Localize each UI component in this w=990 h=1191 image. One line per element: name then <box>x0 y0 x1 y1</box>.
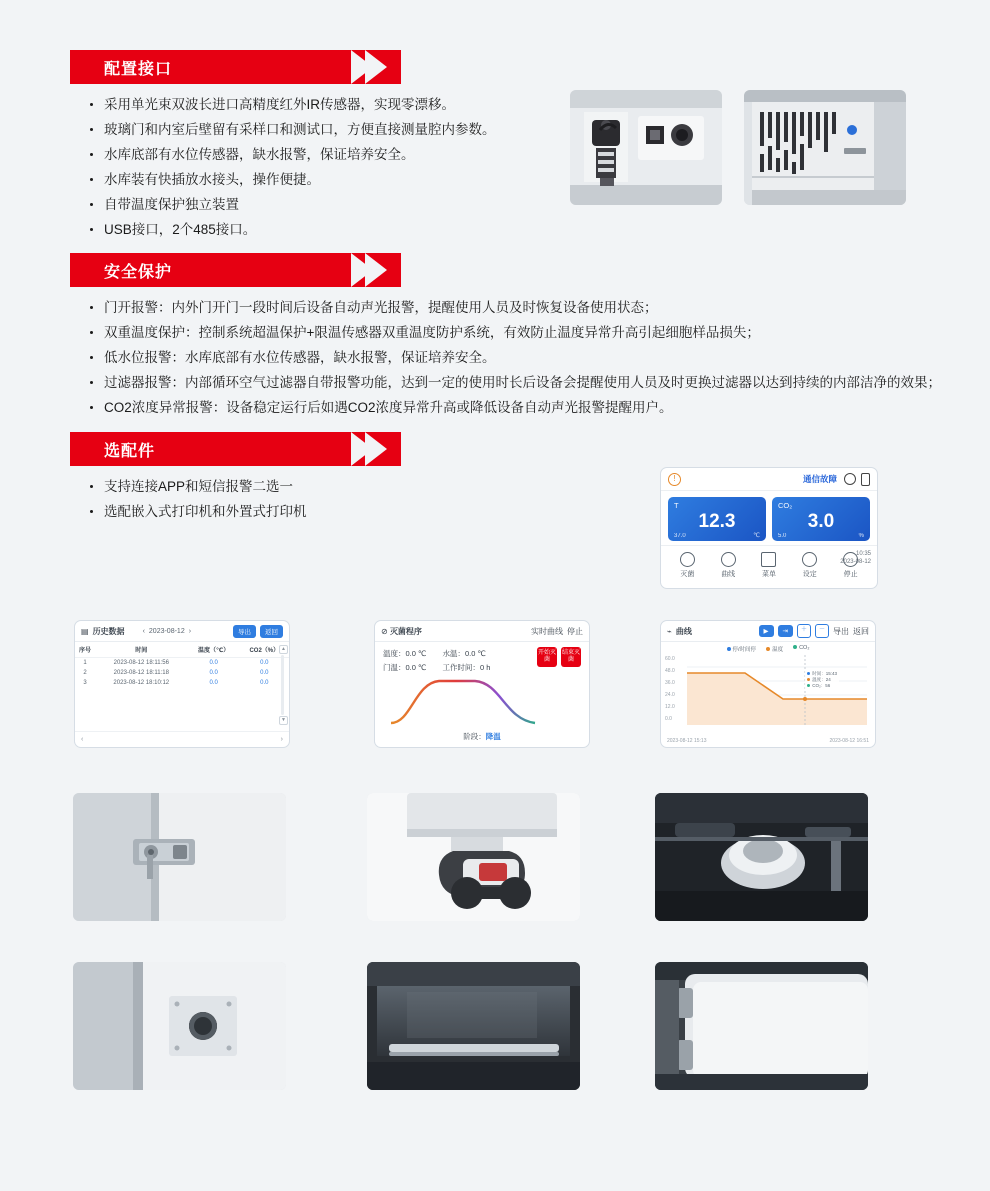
nav-settings[interactable] <box>802 552 817 579</box>
curve-screen[interactable] <box>660 620 876 748</box>
sterilize-icon: ⊘ <box>381 626 388 636</box>
curve-tooltip <box>805 669 839 691</box>
cell-time: 2023-08-12 18:10:12 <box>113 680 170 686</box>
start-sterilize-button[interactable]: 开始灭菌 <box>537 647 557 667</box>
co2-setpoint: 5.0 <box>778 533 787 539</box>
list-item: 玻璃门和内室后壁留有采样口和测试口，方便直接测量腔内参数。 <box>88 117 496 142</box>
history-icon: ▤ <box>81 626 89 636</box>
clock-date: 2023-08-12 <box>840 559 871 565</box>
list-item: 支持连接APP和短信报警二选一 <box>88 474 307 499</box>
list-item: 自带温度保护独立装置 <box>88 192 496 217</box>
column-index: 序号 <box>75 642 95 658</box>
play-button[interactable]: ▶ <box>759 625 774 637</box>
back-button[interactable]: 返回 <box>260 625 283 638</box>
table-row[interactable] <box>75 678 289 688</box>
temperature-setpoint: 37.0 <box>674 533 686 539</box>
photo-caster <box>367 793 580 921</box>
list-item: 采用单光束双波长进口高精度红外IR传感器，实现零漂移。 <box>88 92 496 117</box>
sterilize-title: 灭菌程序 <box>389 626 422 636</box>
settings-icon <box>802 552 817 567</box>
photo-internal-fan <box>655 793 868 921</box>
config-interface-list <box>88 92 496 242</box>
optional-parts-list <box>88 474 307 524</box>
photo-sensor-port <box>570 90 722 205</box>
cell-co2: 0.0 <box>260 680 269 686</box>
cell-time: 2023-08-12 18:11:18 <box>113 670 169 676</box>
sterilize-buttons[interactable] <box>531 626 583 637</box>
door-icon[interactable] <box>861 473 870 486</box>
table-row[interactable] <box>75 658 289 669</box>
nav-curve[interactable] <box>721 552 736 579</box>
cell-temperature: 0.0 <box>209 680 218 686</box>
curve-legend <box>661 645 875 653</box>
y-tick: 0.0 <box>665 716 672 722</box>
scroll-up-button[interactable]: ▲ <box>279 645 288 654</box>
list-item: 双重温度保护：控制系统超温保护+限温传感器双重温度防护系统，有效防止温度异常升高引起细胞样品损失； <box>88 320 941 345</box>
control-panel-topbar <box>661 468 877 491</box>
curve-icon: ⌁ <box>667 626 672 636</box>
forward-button[interactable]: ⇥ <box>778 625 793 637</box>
current-date: 2023-08-12 <box>148 627 185 635</box>
legend-item-0 <box>727 645 757 653</box>
legend-label: CO₂ <box>799 645 810 651</box>
sterilize-action-buttons[interactable] <box>537 647 581 667</box>
y-tick: 36.0 <box>665 680 675 686</box>
temperature-card[interactable] <box>668 497 766 541</box>
nav-curve-label: 曲线 <box>721 571 736 578</box>
work-time-value: 0 h <box>479 663 491 672</box>
legend-item-1 <box>766 645 783 653</box>
scroll-down-button[interactable]: ▼ <box>279 716 288 725</box>
history-header <box>75 621 289 642</box>
legend-label: 停/时间停 <box>732 647 757 653</box>
prev-day-button[interactable]: ‹ <box>142 627 145 635</box>
y-tick: 60.0 <box>665 656 675 662</box>
y-axis-ticks <box>665 653 675 725</box>
control-panel-navbar[interactable] <box>661 545 877 579</box>
x-axis-ticks <box>667 738 869 744</box>
cell-index: 3 <box>83 680 87 686</box>
section-header-config-interface <box>70 50 400 84</box>
stage-row <box>375 731 589 742</box>
stage-value: 降温 <box>485 732 501 741</box>
work-time-label: 工作时间： <box>442 663 480 672</box>
cell-co2: 0.0 <box>260 660 269 666</box>
list-item: CO2浓度异常报警：设备稳定运行后如遇CO2浓度异常升高或降低设备自动声光报警提醒用户。 <box>88 395 941 420</box>
list-item: USB接口，2个485接口。 <box>88 217 496 242</box>
scroll-track[interactable] <box>281 655 284 715</box>
chevron-right-icon <box>365 432 401 466</box>
co2-unit: % <box>858 533 864 539</box>
co2-card[interactable] <box>772 497 870 541</box>
y-tick: 48.0 <box>665 668 675 674</box>
section-header-optional-parts <box>70 432 400 466</box>
table-header-row <box>75 642 289 658</box>
alarm-status-label: 通信故障 <box>802 474 837 484</box>
history-data-screen[interactable] <box>74 620 290 748</box>
water-temp-value: 0.0 ℃ <box>464 649 486 658</box>
door-temp-value: 0.0 ℃ <box>405 663 427 672</box>
end-sterilize-button[interactable]: 结束灭菌 <box>561 647 581 667</box>
co2-label: CO₂ <box>778 501 793 510</box>
curve-title: 曲线 <box>675 626 692 636</box>
tooltip-temp: 温度：24 <box>807 677 837 683</box>
section-title: 安全保护 <box>104 263 173 281</box>
zoom-in-icon[interactable]: ＋ <box>797 624 811 638</box>
tooltip-time: 时间：15:43 <box>807 671 837 677</box>
date-nav[interactable] <box>143 628 192 635</box>
mute-icon[interactable] <box>844 473 856 485</box>
door-temp-label: 门温： <box>383 663 406 672</box>
control-panel-screen[interactable] <box>660 467 878 589</box>
co2-value: 3.0 <box>807 511 835 532</box>
exclamation-icon: ! <box>668 473 681 486</box>
section-title: 选配件 <box>104 442 156 460</box>
cell-index: 2 <box>83 670 87 676</box>
column-co2: CO2（%） <box>240 642 289 658</box>
column-time: 时间 <box>95 642 188 658</box>
temp-label: 温度： <box>383 649 406 658</box>
section-header-safety-protection <box>70 253 400 287</box>
history-title: 历史数据 <box>92 626 125 636</box>
page-next-button[interactable]: › <box>280 736 283 743</box>
history-buttons[interactable] <box>233 625 283 638</box>
column-temperature: 温度（℃） <box>188 642 240 658</box>
back-button[interactable]: 返回 <box>853 626 869 636</box>
clock-time: 10:35 <box>855 551 871 557</box>
temperature-value: 12.3 <box>698 511 736 532</box>
tooltip-co2: CO₂：56 <box>807 683 837 689</box>
photo-door-hinge <box>655 962 868 1090</box>
nav-sterilize-label: 灭菌 <box>680 571 695 578</box>
temp-value: 0.0 ℃ <box>405 649 427 658</box>
sterilize-icon <box>680 552 695 567</box>
cell-index: 1 <box>83 660 87 666</box>
nav-menu-label: 菜单 <box>761 571 776 578</box>
scrollbar[interactable] <box>279 645 286 725</box>
export-button[interactable]: 导出 <box>233 625 256 638</box>
list-item: 选配嵌入式打印机和外置式打印机 <box>88 499 307 524</box>
sterilize-header <box>375 621 589 642</box>
legend-label: 温度 <box>772 647 784 653</box>
temperature-unit: ℃ <box>753 533 760 539</box>
sterilize-curve-graphic <box>389 673 539 725</box>
list-item: 水库底部有水位传感器，缺水报警，保证培养安全。 <box>88 142 496 167</box>
legend-item-2 <box>793 645 809 653</box>
stage-label: 阶段： <box>463 732 486 741</box>
photo-door-lock <box>73 793 286 921</box>
cell-co2: 0.0 <box>260 670 269 676</box>
chevron-right-icon <box>365 253 401 287</box>
realtime-curve-button[interactable]: 实时曲线 <box>531 626 563 636</box>
sterilize-program-screen[interactable] <box>374 620 590 748</box>
next-day-button[interactable]: › <box>188 627 192 635</box>
y-tick: 12.0 <box>665 704 675 710</box>
chevron-right-icon <box>365 50 401 84</box>
page-prev-button[interactable]: ‹ <box>81 736 84 743</box>
list-item: 低水位报警：水库底部有水位传感器，缺水报警，保证培养安全。 <box>88 345 941 370</box>
temperature-label: T <box>674 501 679 510</box>
section-title: 配置接口 <box>104 60 173 78</box>
history-table <box>75 642 289 688</box>
nav-menu[interactable] <box>761 552 776 579</box>
stop-button[interactable]: 停止 <box>567 626 583 636</box>
cell-temperature: 0.0 <box>209 670 218 676</box>
water-temp-label: 水温： <box>442 649 465 658</box>
cell-time: 2023-08-12 18:11:56 <box>113 660 169 666</box>
photo-sample-port <box>73 962 286 1090</box>
table-row[interactable] <box>75 668 289 678</box>
cell-temperature: 0.0 <box>209 660 218 666</box>
curve-icon <box>721 552 736 567</box>
zoom-out-icon[interactable]: － <box>815 624 829 638</box>
photo-rear-ports <box>744 90 906 205</box>
reading-cards <box>661 491 877 545</box>
nav-settings-label: 设定 <box>802 571 817 578</box>
y-tick: 24.0 <box>665 692 675 698</box>
clock <box>840 550 871 566</box>
export-button[interactable]: 导出 <box>833 626 849 636</box>
curve-plot <box>687 655 867 729</box>
x-tick-start: 2023-08-12 15:13 <box>667 738 707 744</box>
curve-toolbar[interactable] <box>759 624 869 638</box>
x-tick-end: 2023-08-12 16:51 <box>829 738 869 744</box>
pagination[interactable] <box>75 731 289 747</box>
nav-stop-label: 停止 <box>843 571 858 578</box>
list-item: 水库装有快插放水接头，操作便捷。 <box>88 167 496 192</box>
list-item: 门开报警：内外门开门一段时间后设备自动声光报警，提醒使用人员及时恢复设备使用状态； <box>88 295 941 320</box>
menu-icon <box>761 552 776 567</box>
curve-header <box>661 621 875 642</box>
safety-protection-list <box>88 295 941 420</box>
photo-shelf <box>367 962 580 1090</box>
control-panel-icons[interactable] <box>844 473 870 486</box>
list-item: 过滤器报警：内部循环空气过滤器自带报警功能，达到一定的使用时长后设备会提醒使用人员及时更换过滤器以达到持续的内部洁净的效果； <box>88 370 941 395</box>
nav-sterilize[interactable] <box>680 552 695 579</box>
